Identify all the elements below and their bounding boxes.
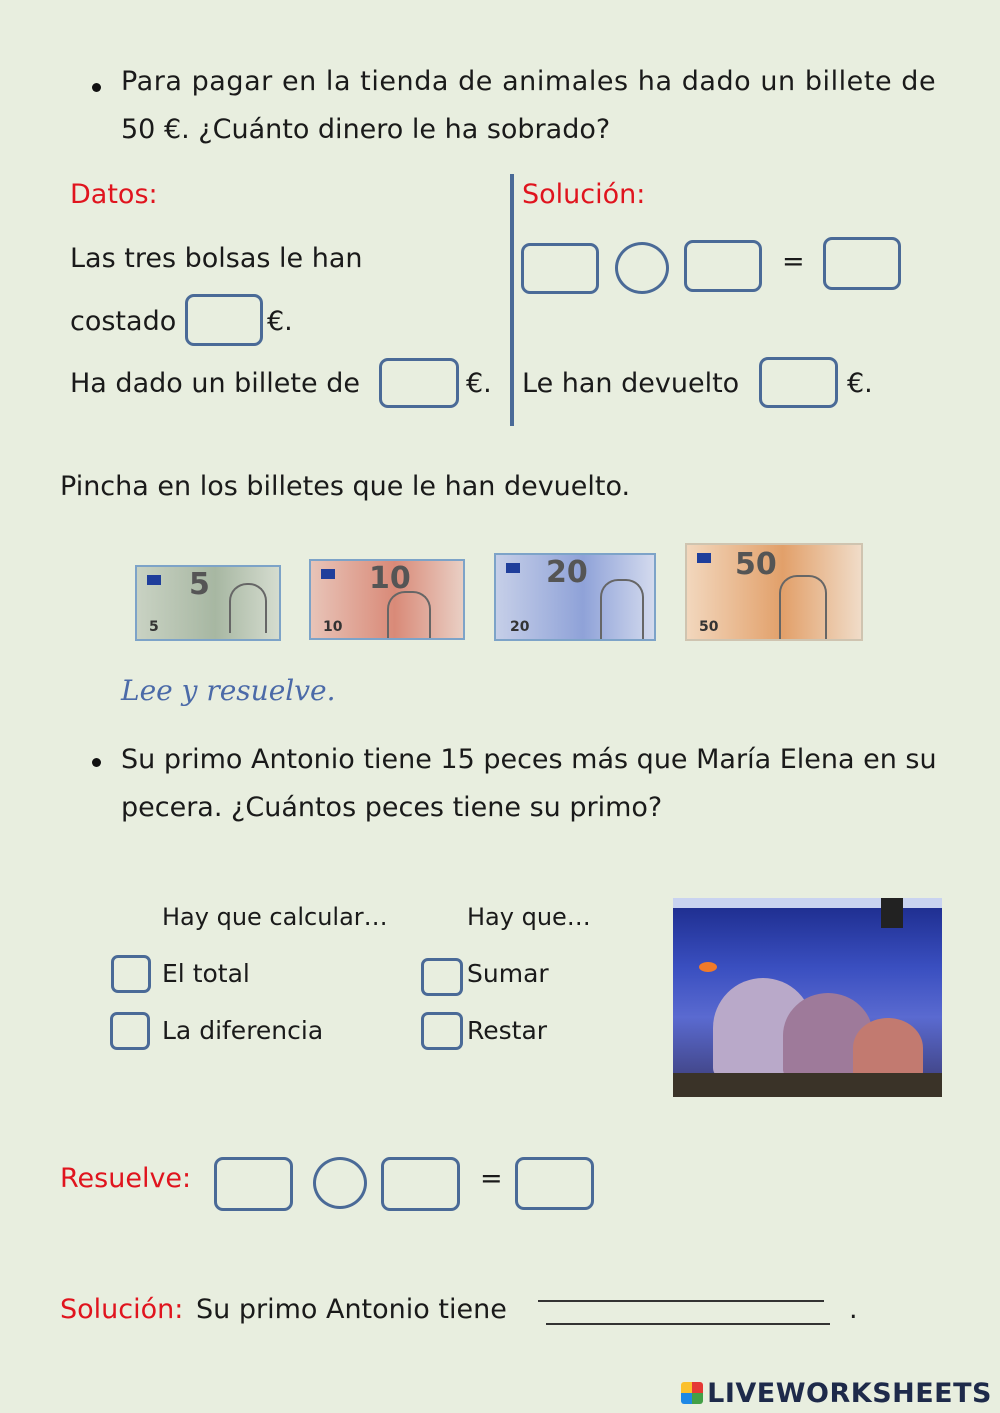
note-value: 50 xyxy=(735,547,777,582)
euro-note-50[interactable] xyxy=(685,543,863,641)
note-value-small: 50 xyxy=(699,619,719,635)
filter-device xyxy=(881,898,903,928)
eu-flag-icon xyxy=(697,553,711,563)
cost-input-box[interactable] xyxy=(185,294,263,346)
logo-text: LIVEWORKSHEETS xyxy=(707,1378,992,1409)
coral-rock xyxy=(853,1018,923,1078)
bill-input-box[interactable] xyxy=(379,358,459,408)
note-value-small: 5 xyxy=(149,619,159,635)
operand-1-box[interactable] xyxy=(214,1157,293,1211)
sand-bed xyxy=(673,1073,942,1097)
option-la-diferencia: La diferencia xyxy=(162,1016,324,1045)
aquarium-image xyxy=(673,898,942,1097)
resuelve-label: Resuelve: xyxy=(60,1163,192,1194)
datos-line-1: Las tres bolsas le han xyxy=(70,243,363,274)
datos-line-3: Ha dado un billete de xyxy=(70,368,360,399)
option-restar: Restar xyxy=(467,1016,548,1045)
note-value-small: 20 xyxy=(510,619,530,635)
operator-circle[interactable] xyxy=(313,1157,367,1209)
bullet-point xyxy=(92,83,101,92)
arch-icon xyxy=(779,575,827,639)
checkbox-restar[interactable] xyxy=(421,1012,463,1050)
clownfish-icon xyxy=(699,962,717,972)
checkbox-el-total[interactable] xyxy=(111,955,151,993)
question-line-2: pecera. ¿Cuántos peces tiene su primo? xyxy=(121,792,663,823)
op-header: Hay que… xyxy=(467,903,591,931)
checkbox-la-diferencia[interactable] xyxy=(110,1012,150,1050)
result-box[interactable] xyxy=(823,237,901,290)
question-line-2: 50 €. ¿Cuánto dinero le ha sobrado? xyxy=(121,114,611,145)
euro-suffix: €. xyxy=(466,368,492,399)
arch-icon xyxy=(600,579,644,639)
note-value: 5 xyxy=(189,567,210,602)
solucion-label: Solución: xyxy=(522,179,646,210)
euro-note-10[interactable] xyxy=(309,559,465,640)
vertical-divider xyxy=(510,174,514,426)
eu-flag-icon xyxy=(147,575,161,585)
euro-suffix: €. xyxy=(267,306,293,337)
eu-flag-icon xyxy=(506,563,520,573)
section-title: Lee y resuelve. xyxy=(121,674,336,707)
question-line-1: Su primo Antonio tiene 15 peces más que María Elena en su xyxy=(121,744,937,775)
solucion-label: Solución: xyxy=(60,1294,184,1325)
operand-2-box[interactable] xyxy=(684,240,762,292)
euro-note-20[interactable] xyxy=(494,553,656,641)
arch-icon xyxy=(229,583,267,633)
arch-icon xyxy=(387,591,431,639)
option-sumar: Sumar xyxy=(467,959,549,988)
note-value: 20 xyxy=(546,555,588,590)
bullet-point xyxy=(92,758,101,767)
result-box[interactable] xyxy=(515,1157,594,1210)
returned-label: Le han devuelto xyxy=(522,368,740,399)
notes-instruction: Pincha en los billetes que le han devuelto. xyxy=(60,471,631,502)
equals-sign: = xyxy=(782,246,805,277)
datos-line-2: costado xyxy=(70,306,177,337)
problem2-question xyxy=(121,736,937,832)
calc-header: Hay que calcular… xyxy=(162,903,388,931)
euro-note-5[interactable] xyxy=(135,565,281,641)
liveworksheets-logo xyxy=(681,1378,992,1409)
euro-suffix: €. xyxy=(847,368,873,399)
period: . xyxy=(849,1294,858,1325)
operator-circle[interactable] xyxy=(615,242,669,294)
eu-flag-icon xyxy=(321,569,335,579)
question-line-1: Para pagar en la tienda de animales ha dado un billete de xyxy=(121,66,937,97)
operand-1-box[interactable] xyxy=(521,243,599,294)
answer-input[interactable] xyxy=(546,1297,830,1325)
option-el-total: El total xyxy=(162,959,250,988)
note-value-small: 10 xyxy=(323,619,343,635)
returned-input-box[interactable] xyxy=(759,357,838,408)
problem1-question xyxy=(121,58,936,154)
datos-label: Datos: xyxy=(70,179,158,210)
operand-2-box[interactable] xyxy=(381,1157,460,1211)
note-value: 10 xyxy=(369,561,411,596)
solucion-text: Su primo Antonio tiene xyxy=(196,1294,507,1325)
equals-sign: = xyxy=(480,1163,503,1194)
checkbox-sumar[interactable] xyxy=(421,958,463,996)
liveworksheets-logo-icon xyxy=(681,1382,703,1404)
